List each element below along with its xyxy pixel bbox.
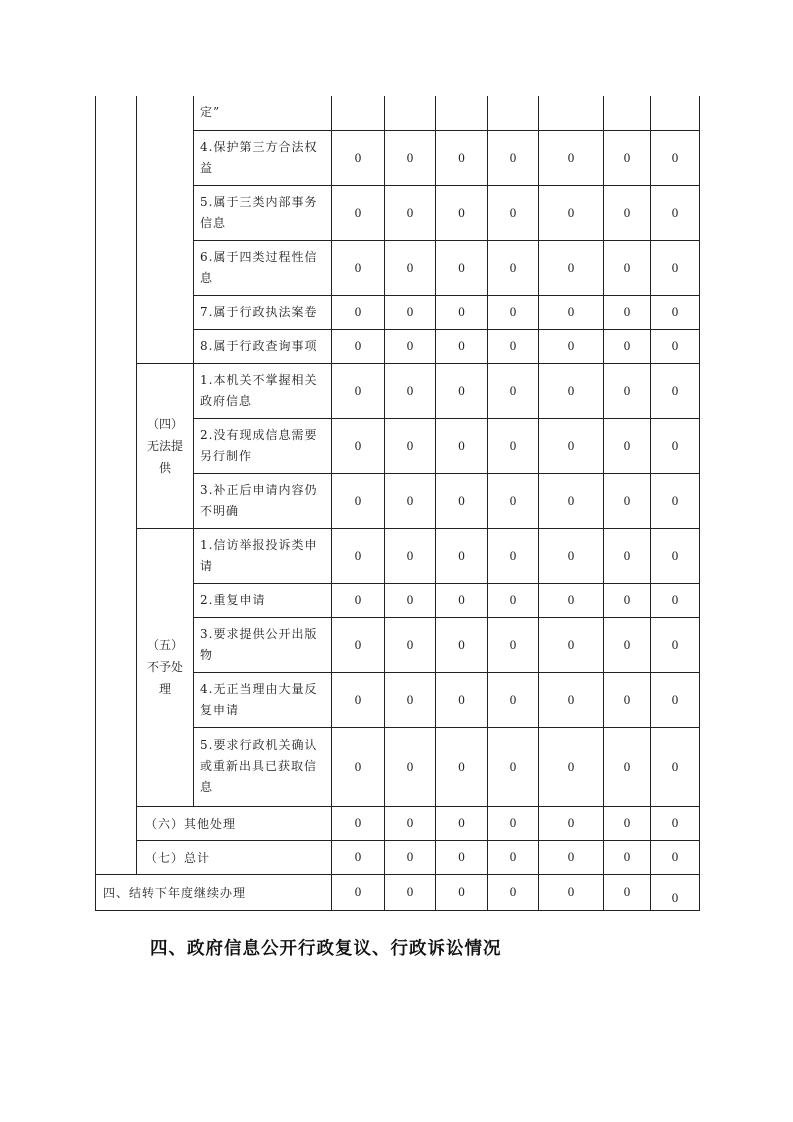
table-row (96, 528, 700, 583)
table-row (96, 806, 700, 840)
table-cell-value: 0 (651, 418, 700, 473)
table-cell-value: 0 (385, 240, 436, 295)
table-cell-value: 0 (488, 874, 539, 910)
row-label-line: 益 (200, 160, 214, 175)
row-group-label (137, 528, 194, 806)
table-cell-value: 0 (385, 617, 436, 672)
row-label-line: 8.属于行政查询事项 (200, 338, 318, 353)
table-cell-value: 0 (488, 806, 539, 840)
row-label-line: 1.信访举报投诉类申 (200, 537, 318, 552)
row-label: 四、结转下年度继续办理 (96, 874, 332, 910)
table-cell-value: 0 (539, 727, 604, 806)
row-label-line: 信息 (200, 215, 227, 230)
table-cell-value: 0 (385, 528, 436, 583)
table-cell-value: 0 (332, 583, 385, 617)
table-cell-value: 0 (385, 473, 436, 528)
table-cell-value: 0 (332, 806, 385, 840)
row-label-line: 2.没有现成信息需要 (200, 427, 318, 442)
table-cell-value: 0 (604, 130, 651, 185)
table-cell-value: 0 (488, 528, 539, 583)
table-cell-value: 0 (604, 840, 651, 874)
row-label (194, 583, 332, 617)
row-label (194, 473, 332, 528)
table-cell-value: 0 (539, 672, 604, 727)
row-label-line: 5.属于三类内部事务 (200, 194, 318, 209)
row-label (194, 727, 332, 806)
row-group-label (137, 363, 194, 528)
table-cell-value: 0 (539, 185, 604, 240)
row-label-line: 3.补正后申请内容仍 (200, 482, 318, 497)
table-cell-value: 0 (332, 840, 385, 874)
row-label (194, 617, 332, 672)
table-row (96, 96, 700, 130)
table-cell-value: 0 (332, 418, 385, 473)
row-label (194, 96, 332, 130)
table-cell-value: 0 (436, 329, 488, 363)
row-label (194, 528, 332, 583)
row-label-line: 或重新出具已获取信 (200, 759, 318, 773)
table-cell-value: 0 (488, 363, 539, 418)
table-cell-value: 0 (604, 363, 651, 418)
table-cell-value: 0 (332, 672, 385, 727)
row-label-line: 1.本机关不掌握相关 (200, 372, 318, 387)
table-cell-value: 0 (332, 473, 385, 528)
table-cell-value (488, 96, 539, 130)
table-cell-value: 0 (385, 418, 436, 473)
table-cell-value: 0 (539, 329, 604, 363)
table-row (96, 363, 700, 418)
table-row (96, 840, 700, 874)
table-cell-value: 0 (332, 240, 385, 295)
table-cell-value: 0 (385, 329, 436, 363)
table-cell-value: 0 (436, 672, 488, 727)
table-cell-value: 0 (604, 583, 651, 617)
table-cell-value: 0 (488, 418, 539, 473)
table-cell-value: 0 (539, 840, 604, 874)
table-cell-value (385, 96, 436, 130)
table-cell-value: 0 (385, 727, 436, 806)
table-cell-value: 0 (436, 363, 488, 418)
row-label-line: 不明确 (200, 503, 240, 518)
table-cell-value: 0 (332, 130, 385, 185)
row-label (194, 130, 332, 185)
row-group-label-line: 无法提 (146, 438, 183, 453)
table-cell-value: 0 (385, 840, 436, 874)
outer-category-cell (96, 96, 137, 874)
table-cell-value: 0 (651, 672, 700, 727)
table-cell-value: 0 (604, 473, 651, 528)
table-cell-value: 0 (539, 418, 604, 473)
table-cell-value: 0 (436, 473, 488, 528)
table-cell-value: 0 (488, 840, 539, 874)
table-cell-value: 0 (539, 528, 604, 583)
row-label-line: 7.属于行政执法案卷 (200, 304, 318, 319)
table-cell-value: 0 (488, 329, 539, 363)
table-cell-value: 0 (539, 295, 604, 329)
row-label (194, 185, 332, 240)
row-group-label-line: 供 (158, 460, 171, 475)
row-label-line: 4.保护第三方合法权 (200, 139, 318, 154)
table-cell-value: 0 (436, 240, 488, 295)
table-cell-value: 0 (651, 583, 700, 617)
table-cell-value: 0 (651, 240, 700, 295)
table-cell-value: 0 (604, 727, 651, 806)
table-cell-value (539, 96, 604, 130)
section-heading: 四、政府信息公开行政复议、行政诉讼情况 (150, 939, 502, 959)
table-cell-value: 0 (539, 583, 604, 617)
row-group-label-line: （四） (146, 416, 183, 431)
table-cell-value: 0 (651, 130, 700, 185)
table-cell-value: 0 (488, 617, 539, 672)
table-cell-value (604, 96, 651, 130)
table-cell-value: 0 (332, 528, 385, 583)
row-label-line: 物 (200, 647, 214, 662)
table-cell-value: 0 (604, 185, 651, 240)
table-cell-value: 0 (436, 528, 488, 583)
row-label (194, 418, 332, 473)
table-row (96, 874, 700, 910)
row-label-line: 4.无正当理由大量反 (200, 681, 318, 696)
table-cell-value: 0 (539, 806, 604, 840)
row-label-line: 2.重复申请 (200, 592, 266, 607)
table-cell-value: 0 (651, 329, 700, 363)
table-cell-value: 0 (651, 363, 700, 418)
table-cell-value: 0 (651, 806, 700, 840)
table-cell-value: 0 (436, 583, 488, 617)
table-cell-value: 0 (651, 617, 700, 672)
row-label-line: 息 (200, 780, 214, 794)
table-cell-value: 0 (488, 583, 539, 617)
table-cell-value: 0 (385, 185, 436, 240)
table-cell-value: 0 (651, 295, 700, 329)
table-cell-value: 0 (385, 363, 436, 418)
row-label-line: 5.要求行政机关确认 (200, 738, 318, 752)
table-cell-value: 0 (488, 473, 539, 528)
table-cell-value: 0 (539, 473, 604, 528)
table-cell-value: 0 (385, 806, 436, 840)
table-cell-value: 0 (436, 874, 488, 910)
table-cell-value: 0 (604, 240, 651, 295)
table-cell-value: 0 (604, 874, 651, 910)
table-cell-value: 0 (436, 418, 488, 473)
table-cell-value: 0 (488, 130, 539, 185)
table-cell-value: 0 (385, 295, 436, 329)
table-cell-value: 0 (539, 617, 604, 672)
table-cell-value: 0 (604, 528, 651, 583)
table-cell-value: 0 (488, 295, 539, 329)
table-cell-value: 0 (539, 363, 604, 418)
table-cell-value: 0 (651, 528, 700, 583)
table-cell-value: 0 (488, 240, 539, 295)
row-label-line: 6.属于四类过程性信 (200, 249, 318, 264)
table-cell-value: 0 (436, 130, 488, 185)
table-cell-value: 0 (604, 329, 651, 363)
table-cell-value: 0 (488, 185, 539, 240)
table-cell-value: 0 (651, 727, 700, 806)
table-cell-value: 0 (332, 617, 385, 672)
table-cell-value: 0 (332, 727, 385, 806)
table-cell-value: 0 (385, 583, 436, 617)
table-cell-value: 0 (488, 727, 539, 806)
statistics-table (95, 96, 700, 911)
table-cell-value: 0 (539, 130, 604, 185)
table-cell-value (332, 96, 385, 130)
row-label-line: 复申请 (200, 702, 240, 717)
row-label (194, 672, 332, 727)
row-label (194, 363, 332, 418)
table-cell-value: 0 (604, 418, 651, 473)
table-cell-value: 0 (332, 329, 385, 363)
table-cell-value: 0 (436, 840, 488, 874)
table-cell-value: 0 (651, 874, 700, 910)
table-cell-value: 0 (651, 185, 700, 240)
table-cell-value: 0 (651, 473, 700, 528)
table-cell-value: 0 (651, 840, 700, 874)
table-cell-value: 0 (385, 874, 436, 910)
row-label: （六）其他处理 (137, 806, 332, 840)
row-label-line: 息 (200, 270, 214, 285)
table-cell-value: 0 (539, 240, 604, 295)
table-cell-value: 0 (488, 672, 539, 727)
table-cell-value (651, 96, 700, 130)
row-label (194, 329, 332, 363)
table-cell-value: 0 (332, 874, 385, 910)
table-cell-value: 0 (604, 295, 651, 329)
table-cell-value: 0 (604, 806, 651, 840)
row-label (194, 240, 332, 295)
table-cell-value: 0 (436, 295, 488, 329)
table-cell-value: 0 (385, 672, 436, 727)
table-cell-value: 0 (332, 185, 385, 240)
table-cell-value: 0 (436, 185, 488, 240)
table-cell-value: 0 (332, 363, 385, 418)
table-cell-value: 0 (332, 295, 385, 329)
row-group-label-line: 理 (158, 682, 171, 696)
row-group-label-line: （五） (146, 638, 183, 652)
table-cell-value: 0 (436, 727, 488, 806)
row-label-line: 另行制作 (200, 448, 253, 463)
row-label: （七）总计 (137, 840, 332, 874)
row-label-line: 定” (200, 105, 221, 120)
row-label (194, 295, 332, 329)
table-cell-value: 0 (436, 617, 488, 672)
table-cell-value: 0 (385, 130, 436, 185)
row-group-label-line: 不予处 (146, 660, 183, 674)
table-cell-value: 0 (539, 874, 604, 910)
table-cell-value: 0 (436, 806, 488, 840)
row-label-line: 政府信息 (200, 393, 253, 408)
table-cell-value (436, 96, 488, 130)
row-label-line: 3.要求提供公开出版 (200, 626, 318, 641)
sub-category-cell (137, 96, 194, 363)
table-cell-value: 0 (604, 617, 651, 672)
row-label-line: 请 (200, 558, 214, 573)
table-cell-value: 0 (604, 672, 651, 727)
